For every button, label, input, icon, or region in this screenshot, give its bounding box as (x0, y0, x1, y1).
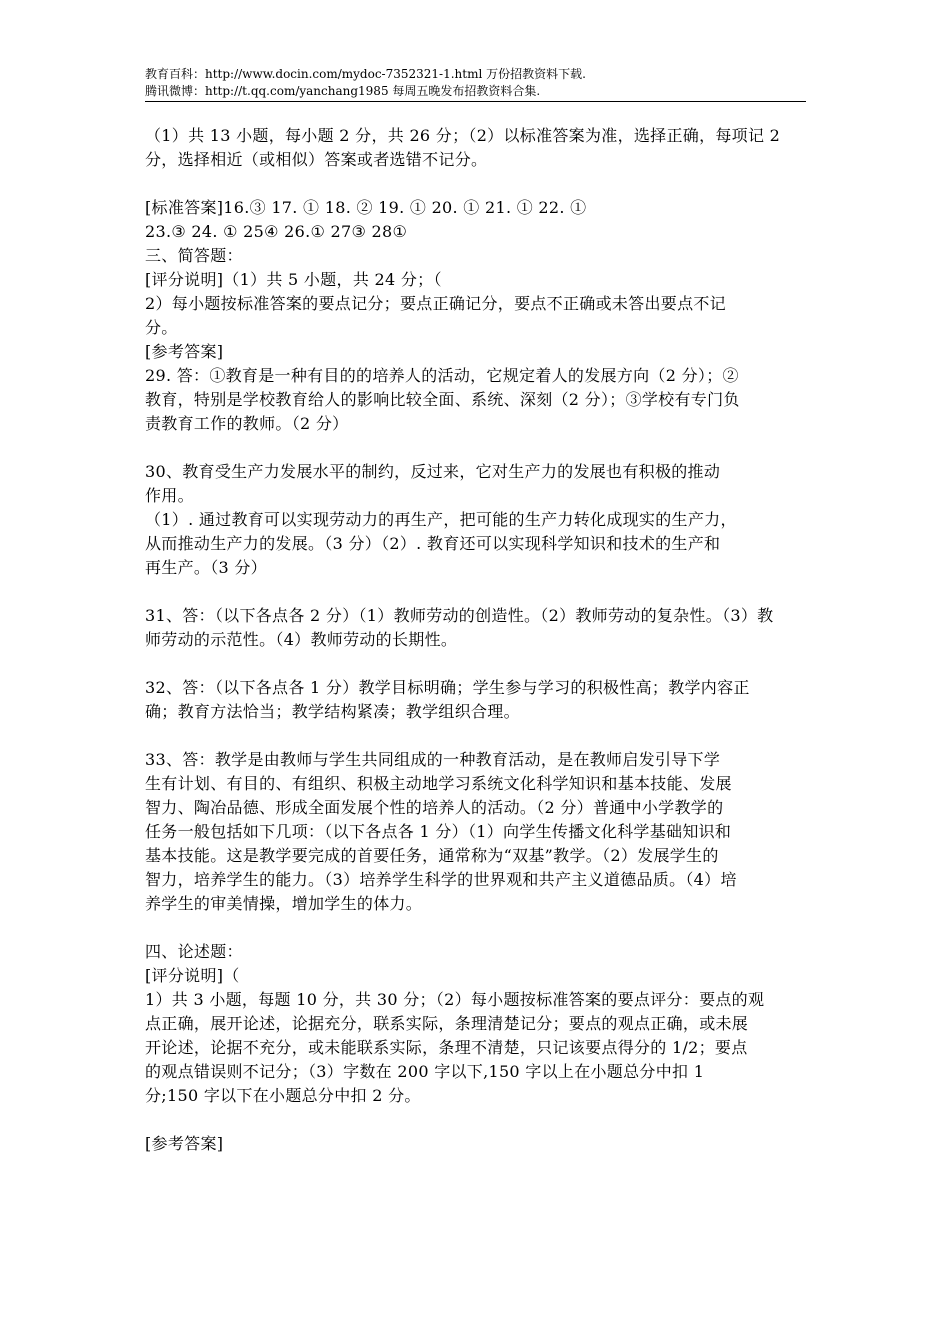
text-line: [参考答案] (145, 1134, 224, 1153)
text-line: （1）共 13 小题，每小题 2 分，共 26 分；（2）以标准答案为准，选择正确，每项记 2 (145, 126, 781, 145)
text-line: 基本技能。这是教学要完成的首要任务，通常称为“双基”教学。（2）发展学生的 (145, 846, 719, 865)
standard-answer-line: 23.③ 24. ① 25④ 26.① 27③ 28① (145, 222, 408, 241)
text-line: 的观点错误则不记分；（3）字数在 200 字以下,150 字以上在小题总分中扣 1 (145, 1062, 705, 1081)
text-line: 教育，特别是学校教育给人的影响比较全面、系统、深刻（2 分）；③学校有专门负 (145, 390, 740, 409)
header-line-weibo: 腾讯微博：http://t.qq.com/yanchang1985 每周五晚发布招教资料合集. (145, 84, 541, 98)
text-line: （1）. 通过教育可以实现劳动力的再生产，把可能的生产力转化成现实的生产力， (145, 510, 737, 529)
section-heading: 四、论述题： (145, 942, 243, 961)
text-line: 31、答：（以下各点各 2 分）（1）教师劳动的创造性。（2）教师劳动的复杂性。（3）教 (145, 606, 774, 625)
document-body (145, 124, 807, 1156)
text-line: [评分说明]（1）共 5 小题，共 24 分；（ (145, 270, 442, 289)
standard-answer-line: [标准答案]16.③ 17. ① 18. ② 19. ① 20. ① 21. ① 22. ① (145, 198, 587, 217)
text-line: 养学生的审美情操，增加学生的体力。 (145, 894, 423, 913)
text-line: 29. 答：①教育是一种有目的的培养人的活动，它规定着人的发展方向（2 分）；② (145, 366, 739, 385)
paragraph-gap (145, 652, 807, 676)
text-line: 师劳动的示范性。（4）教师劳动的长期性。 (145, 630, 458, 649)
page-header (145, 66, 805, 100)
paragraph-gap (145, 724, 807, 748)
text-line: 分，选择相近（或相似）答案或者选错不记分。 (145, 150, 488, 169)
text-line: 从而推动生产力的发展。（3 分）（2）. 教育还可以实现科学知识和技术的生产和 (145, 534, 721, 553)
text-line: 智力、陶冶品德、形成全面发展个性的培养人的活动。（2 分）普通中小学教学的 (145, 798, 724, 817)
text-line: 1）共 3 小题，每题 10 分，共 30 分；（2）每小题按标准答案的要点评分：要点的观 (145, 990, 765, 1009)
section-heading: 三、简答题： (145, 246, 243, 265)
text-line: [参考答案] (145, 342, 224, 361)
text-line: 33、答：教学是由教师与学生共同组成的一种教育活动，是在教师启发引导下学 (145, 750, 721, 769)
text-line: 确；教育方法恰当；教学结构紧凑；教学组织合理。 (145, 702, 520, 721)
text-line: 任务一般包括如下几项：（以下各点各 1 分）（1）向学生传播文化科学基础知识和 (145, 822, 732, 841)
paragraph-gap (145, 172, 807, 196)
header-rule (145, 101, 806, 102)
text-line: 点正确，展开论述，论据充分，联系实际，条理清楚记分；要点的观点正确，或未展 (145, 1014, 749, 1033)
text-line: 分。 (145, 318, 178, 337)
paragraph-gap (145, 1108, 807, 1132)
text-line: 32、答：（以下各点各 1 分）教学目标明确；学生参与学习的积极性高；教学内容正 (145, 678, 750, 697)
text-line: 30、教育受生产力发展水平的制约，反过来，它对生产力的发展也有积极的推动 (145, 462, 721, 481)
text-line: 再生产。（3 分） (145, 558, 267, 577)
text-line: 分;150 字以下在小题总分中扣 2 分。 (145, 1086, 421, 1105)
paragraph-gap (145, 436, 807, 460)
text-line: 开论述，论据不充分，或未能联系实际，条理不清楚，只记该要点得分的 1/2；要点 (145, 1038, 748, 1057)
paragraph-gap (145, 580, 807, 604)
text-line: 智力，培养学生的能力。（3）培养学生科学的世界观和共产主义道德品质。（4）培 (145, 870, 737, 889)
text-line: 生有计划、有目的、有组织、积极主动地学习系统文化科学知识和基本技能、发展 (145, 774, 732, 793)
paragraph-gap (145, 916, 807, 940)
header-line-docin: 教育百科：http://www.docin.com/mydoc-7352321-1.html 万份招教资料下载. (145, 67, 586, 81)
text-line: 责教育工作的教师。（2 分） (145, 414, 349, 433)
text-line: 作用。 (145, 486, 194, 505)
text-line: [评分说明]（ (145, 966, 240, 985)
text-line: 2）每小题按标准答案的要点记分；要点正确记分，要点不正确或未答出要点不记 (145, 294, 726, 313)
